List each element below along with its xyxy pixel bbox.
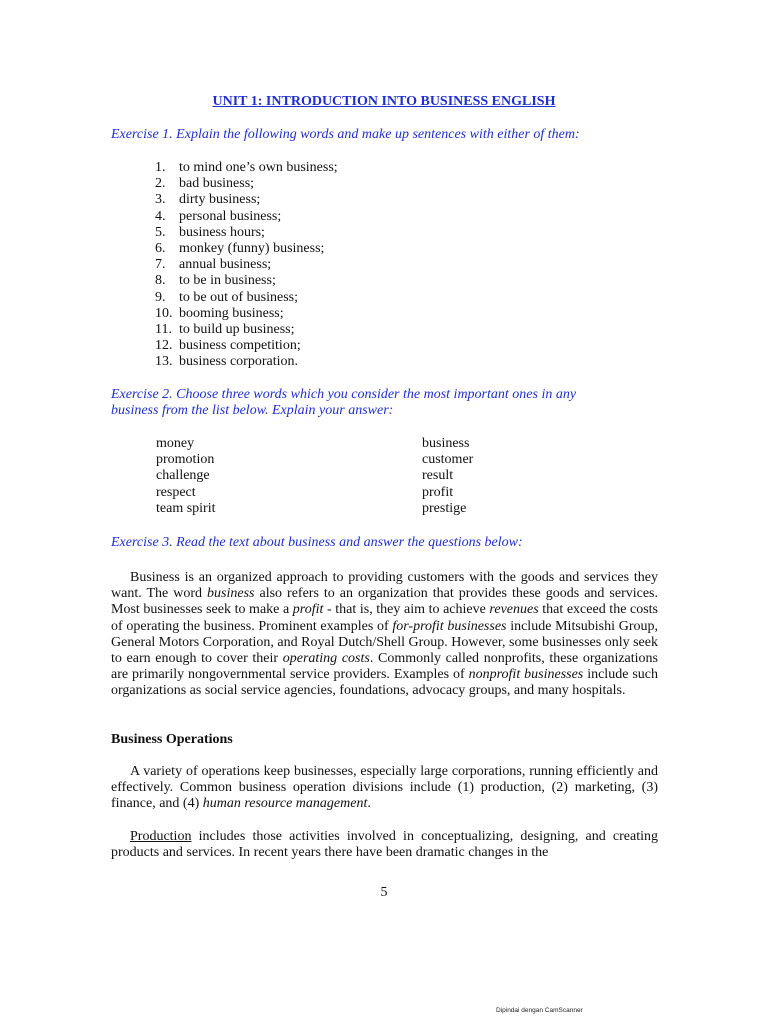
word-item: business [422, 436, 470, 451]
word-item: customer [422, 452, 474, 468]
paragraph-business-definition: Business is an organized approach to providing customers with the goods and services they want. The word business also refers to an organization that provides these goods and services. Most businesses seek to make a profit - that is, they aim to achieve revenues that exceed the costs of operating the business. Prominent examples of for-profit businesses include Mitsubishi Group, General Motors Corporation, and Royal Dutch/Shell Group. However, some businesses only seek to earn enough to cover their operating costs. Commonly called nonprofits, these organizations are primarily nongovernmental service providers. Examples of nonprofit businesses include such organizations as social service agencies, foundations, advocacy groups, and many hospitals. [111, 570, 659, 699]
word-column-2 [422, 436, 473, 517]
word-item: respect [156, 484, 196, 500]
word-item: profit [422, 484, 454, 500]
section-heading: Business Operations [111, 732, 233, 747]
list-item: 7. annual business; [155, 257, 272, 273]
exercise-2-instruction: Exercise 2. Choose three words which you consider the most important ones in any business from the list below. Explain your answer: [111, 387, 577, 419]
scanner-footer: Dipindai dengan CamScanner [496, 1007, 583, 1014]
list-item: 10. booming business; [155, 305, 284, 321]
list-item: 6. monkey (funny) business; [155, 240, 325, 256]
list-item: 8. to be in business; [155, 273, 276, 289]
paragraph-operations: A variety of operations keep businesses, especially large corporations, running efficiently and effectively. Common business operation divisions include (1) production, (2) marketing, (3) finance, and (4) human resource management. [111, 764, 658, 812]
exercise-1-list [155, 160, 338, 370]
list-item: 11. to build up business; [155, 321, 295, 337]
word-item: money [156, 436, 195, 451]
list-item: 13. business corporation. [155, 354, 298, 370]
word-item: promotion [156, 452, 215, 468]
list-item: 12. business competition; [155, 338, 301, 354]
word-item: result [422, 468, 454, 484]
page-number: 5 [380, 885, 388, 900]
list-item: 9. to be out of business; [155, 289, 298, 305]
list-item: 4. personal business; [155, 208, 282, 224]
list-item: 1. to mind one’s own business; [155, 160, 338, 175]
paragraph-production: Production includes those activities involved in conceptualizing, designing, and creating products and services. In recent years there have been dramatic changes in the [111, 829, 658, 861]
exercise-3-instruction: Exercise 3. Read the text about business and answer the questions below: [111, 535, 523, 550]
word-item: prestige [422, 500, 467, 516]
word-column-1 [156, 436, 216, 517]
word-item: challenge [156, 468, 210, 484]
word-item: team spirit [156, 500, 216, 516]
unit-title: UNIT 1: INTRODUCTION INTO BUSINESS ENGLISH [212, 94, 556, 109]
list-item: 2. bad business; [155, 176, 255, 192]
list-item: 3. dirty business; [155, 192, 261, 208]
list-item: 5. business hours; [155, 224, 265, 240]
exercise-1-instruction: Exercise 1. Explain the following words and make up sentences with either of them: [111, 127, 580, 142]
